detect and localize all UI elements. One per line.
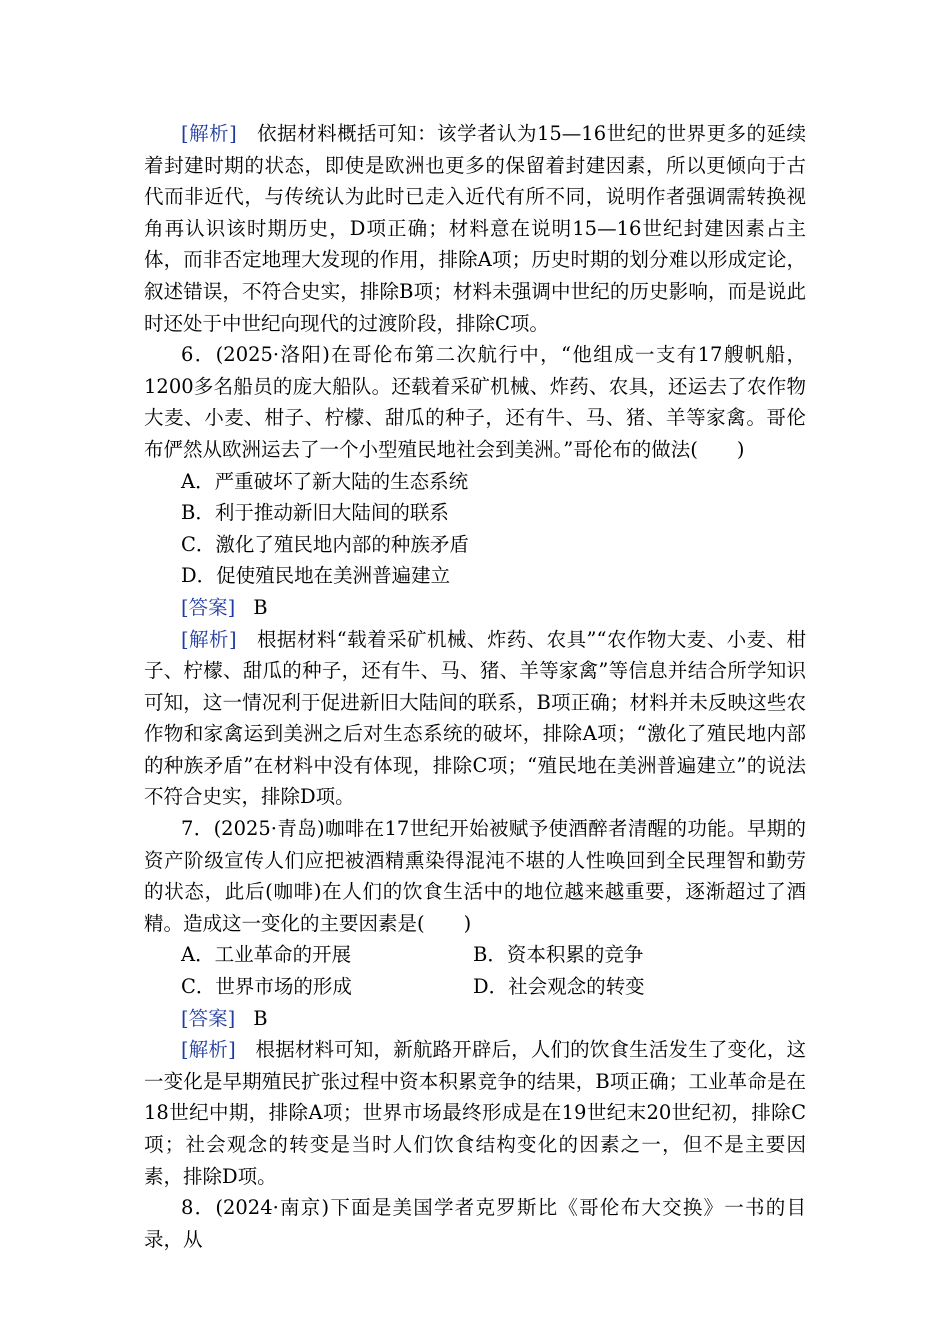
question-6-stem: 6．(2025·洛阳)在哥伦布第二次航行中，“他组成一支有17艘帆船，1200多名船员的庞大船队。还载着采矿机械、炸药、农具，还运去了农作物大麦、小麦、柑子、柠檬、甜瓜的种子，还有牛、马、猪、羊等家禽。哥伦布俨然从欧洲运去了一个小型殖民地社会到美洲。”哥伦布的做法( ) xyxy=(144,343,806,461)
q6-answer xyxy=(144,592,806,624)
analysis-tag: [解析] xyxy=(181,122,237,145)
answer-value: B xyxy=(253,1006,268,1030)
q7-option-c: C．世界市场的形成 xyxy=(181,975,352,999)
q6-option-b: B．利于推动新旧大陆间的联系 xyxy=(181,501,449,525)
question-7-stem: 7．(2025·青岛)咖啡在17世纪开始被赋予使酒醉者清醒的功能。早期的资产阶级宣传人们应把被酒精熏染得混沌不堪的人性唤回到全民理智和勤劳的状态，此后(咖啡)在人们的饮食生活中的地位越来越重要，逐渐超过了酒精。造成这一变化的主要因素是( ) xyxy=(144,817,806,935)
answer-tag: [答案] xyxy=(181,1006,236,1030)
q7-answer xyxy=(144,1003,806,1035)
answer-value: B xyxy=(253,595,268,619)
q6-option-d: D．促使殖民地在美洲普遍建立 xyxy=(181,564,451,588)
analysis-text: 根据材料可知，新航路开辟后，人们的饮食生活发生了变化，这一变化是早期殖民扩张过程中资本积累竞争的结果，B项正确；工业革命是在18世纪中期，排除A项；世界市场最终形成是在19世纪末20世纪初，排除C项；社会观念的转变是当时人们饮食结构变化的因素之一，但不是主要因素，排除D项。 xyxy=(144,1038,806,1188)
q7-options-row-2 xyxy=(144,971,806,1003)
q6-option-c: C．激化了殖民地内部的种族矛盾 xyxy=(181,532,469,556)
analysis-text: 根据材料“载着采矿机械、炸药、农具”“农作物大麦、小麦、柑子、柠檬、甜瓜的种子，还有牛、马、猪、羊等家禽”等信息并结合所学知识可知，这一情况利于促进新旧大陆间的联系，B项正确；材料并未反映这些农作物和家禽运到美洲之后对生态系统的破坏，排除A项；“激化了殖民地内部的种族矛盾”在材料中没有体现，排除C项；“殖民地在美洲普遍建立”的说法不符合史实，排除D项。 xyxy=(144,627,806,809)
q7-option-a: A．工业革命的开展 xyxy=(181,943,352,967)
q6-option-a: A．严重破坏了新大陆的生态系统 xyxy=(181,469,469,493)
analysis-tag: [解析] xyxy=(181,1038,236,1062)
q7-options-row-1 xyxy=(144,939,806,971)
analysis-tag: [解析] xyxy=(181,627,237,651)
analysis-q5 xyxy=(144,118,806,339)
q7-option-b: B．资本积累的竞争 xyxy=(473,943,644,967)
q6-analysis xyxy=(144,624,806,814)
q7-option-d: D．社会观念的转变 xyxy=(473,975,645,999)
document-page xyxy=(144,118,806,1255)
question-8-stem: 8．(2024·南京)下面是美国学者克罗斯比《哥伦布大交换》一书的目录，从 xyxy=(144,1196,806,1251)
q7-analysis xyxy=(144,1034,806,1192)
answer-tag: [答案] xyxy=(181,595,236,619)
analysis-text: 依据材料概括可知：该学者认为15—16世纪的世界更多的延续着封建时期的状态，即使是欧洲也更多的保留着封建因素，所以更倾向于古代而非近代，与传统认为此时已走入近代有所不同，说明作者强调需转换视角再认识该时期历史，D项正确；材料意在说明15—16世纪封建因素占主体，而非否定地理大发现的作用，排除A项；历史时期的划分难以形成定论，叙述错误，不符合史实，排除B项；材料未强调中世纪的历史影响，而是说此时还处于中世纪向现代的过渡阶段，排除C项。 xyxy=(144,122,806,335)
